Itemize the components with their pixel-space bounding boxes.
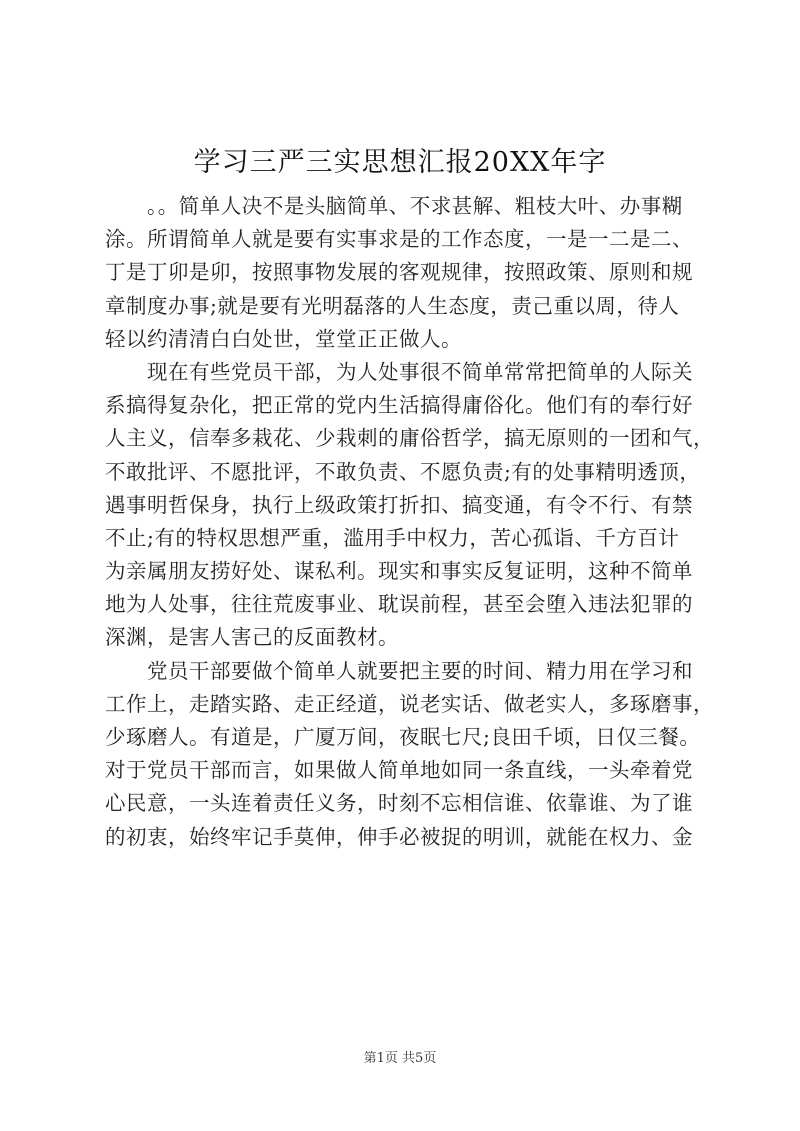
text-line: 章制度办事;就是要有光明磊落的人生态度，责己重以周，待人	[105, 293, 680, 318]
text-line: 不止;有的特权思想严重，滥用手中权力，苦心孤诣、千方百计	[105, 525, 680, 550]
text-line: 。。简单人决不是头脑简单、不求甚解、粗枝大叶、办事糊	[147, 194, 683, 218]
text-line: 系搞得复杂化，把正常的党内生活搞得庸俗化。他们有的奉行好	[105, 393, 693, 418]
text-line: 少琢磨人。有道是，广厦万间，夜眠七尺;良田千顷，日仅三餐。	[105, 725, 701, 749]
paragraph-2	[105, 356, 714, 655]
text-line: 轻以约清清白白处世，堂堂正正做人。	[105, 326, 462, 351]
page-number-footer: 第1页 共5页	[363, 1051, 437, 1066]
text-line: 的初衷，始终牢记手莫伸，伸手必被捉的明训，就能在权力、金	[105, 824, 693, 849]
paragraph-1	[105, 190, 705, 356]
text-line: 工作上，走踏实路、走正经道，说老实话、做老实人，多琢磨事，	[105, 691, 714, 716]
text-line: 遇事明哲保身，执行上级政策打折扣、搞变通，有令不行、有禁	[105, 492, 693, 517]
text-line: 人主义，信奉多栽花、少栽刺的庸俗哲学，搞无原则的一团和气，	[105, 426, 714, 451]
text-line: 不敢批评、不愿批评，不敢负责、不愿负责;有的处事精明透顶，	[105, 459, 701, 484]
text-line: 涂。所谓简单人就是要有实事求是的工作态度，一是一二是二、	[105, 227, 693, 252]
paragraph-3	[105, 655, 714, 854]
text-line: 党员干部要做个简单人就要把主要的时间、精力用在学习和	[147, 658, 693, 683]
text-line: 地为人处事，往往荒废事业、耽误前程，甚至会堕入违法犯罪的	[105, 592, 693, 617]
text-line: 为亲属朋友捞好处、谋私利。现实和事实反复证明，这种不简单	[105, 559, 693, 584]
text-line: 现在有些党员干部，为人处事很不简单常常把简单的人际关	[147, 359, 693, 384]
document-body	[105, 190, 714, 854]
text-line: 对于党员干部而言，如果做人简单地如同一条直线，一头牵着党	[105, 758, 693, 783]
document-title: 学习三严三实思想汇报20XX年字	[193, 147, 607, 178]
text-line: 丁是丁卯是卯，按照事物发展的客观规律，按照政策、原则和规	[105, 260, 693, 285]
text-line: 心民意，一头连着责任义务，时刻不忘相信谁、依靠谁、为了谁	[105, 791, 693, 816]
text-line: 深渊，是害人害己的反面教材。	[105, 625, 399, 650]
